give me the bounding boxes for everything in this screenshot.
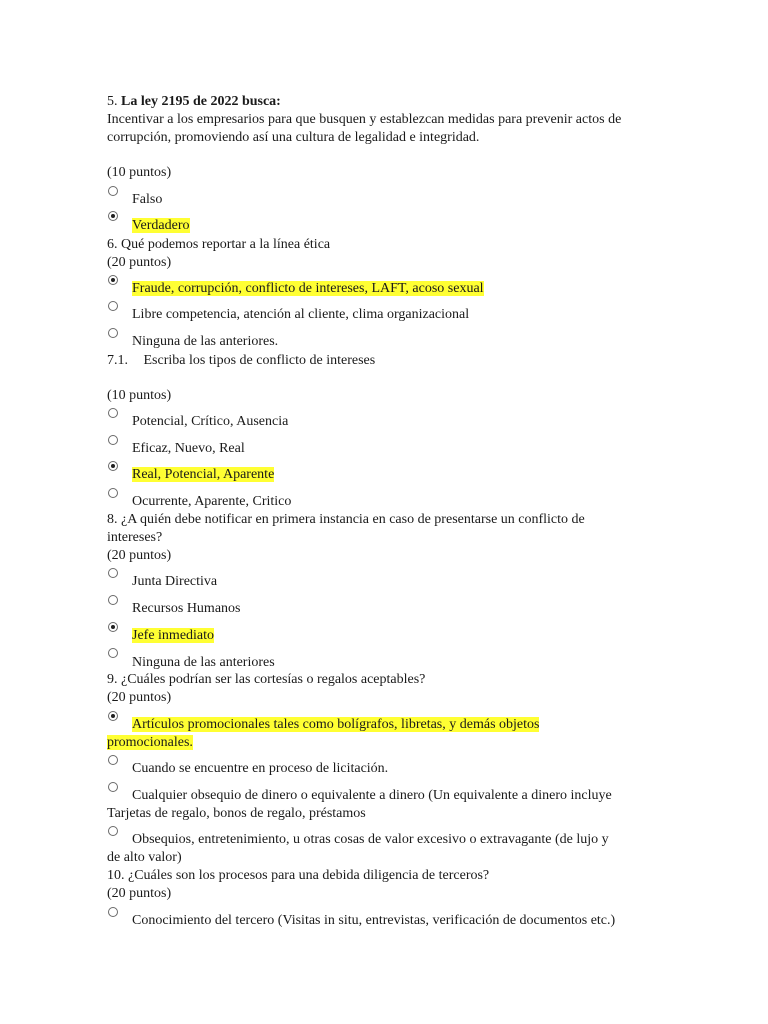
q5-option-2-label[interactable] xyxy=(132,217,190,235)
question-9-points: (20 puntos) xyxy=(107,690,172,705)
q8-option-1-label[interactable]: Junta Directiva xyxy=(132,574,218,589)
q9-option-3-radio[interactable] xyxy=(108,782,118,792)
q9-option-1-label-line-2[interactable] xyxy=(107,734,193,752)
q9-option-3-label-line-2[interactable]: Tarjetas de regalo, bonos de regalo, préstamos xyxy=(107,806,366,821)
question-8-title-line-1: 8. ¿A quién debe notificar en primera instancia en caso de presentarse un conflicto de xyxy=(107,512,585,527)
q7-option-1-radio[interactable] xyxy=(108,408,118,418)
q6-option-3-label[interactable]: Ninguna de las anteriores. xyxy=(132,334,279,349)
q10-option-1-label[interactable]: Conocimiento del tercero (Visitas in situ, entrevistas, verificación de documentos etc.) xyxy=(132,913,616,928)
question-6-title: 6. Qué podemos reportar a la línea ética xyxy=(107,237,331,252)
question-7-title: Escriba los tipos de conflicto de intereses xyxy=(143,353,376,368)
q7-option-3-label[interactable] xyxy=(132,466,274,484)
q8-option-3-label[interactable] xyxy=(132,627,214,645)
q8-option-3-radio[interactable] xyxy=(108,622,118,632)
question-8-points: (20 puntos) xyxy=(107,548,172,563)
question-8-title-line-2: intereses? xyxy=(107,530,163,545)
question-7-heading xyxy=(107,352,375,370)
q10-option-1-radio[interactable] xyxy=(108,907,118,917)
q9-option-3-label-line-1[interactable]: Cualquier obsequio de dinero o equivalente a dinero (Un equivalente a dinero incluye xyxy=(132,788,612,803)
q7-option-2-radio[interactable] xyxy=(108,435,118,445)
q9-option-1-text-line-1: Artículos promocionales tales como bolígrafos, libretas, y demás objetos xyxy=(132,717,540,732)
q5-option-2-radio[interactable] xyxy=(108,211,118,221)
question-6-points: (20 puntos) xyxy=(107,255,172,270)
q6-option-2-label[interactable]: Libre competencia, atención al cliente, clima organizacional xyxy=(132,307,470,322)
q5-option-1-label[interactable]: Falso xyxy=(132,192,163,207)
q6-option-2-radio[interactable] xyxy=(108,301,118,311)
q8-option-1-radio[interactable] xyxy=(108,568,118,578)
q8-option-4-radio[interactable] xyxy=(108,648,118,658)
q6-option-1-text: Fraude, corrupción, conflicto de intereses, LAFT, acoso sexual xyxy=(132,281,484,296)
q9-option-1-text-line-2: promocionales. xyxy=(107,735,193,750)
q9-option-2-radio[interactable] xyxy=(108,755,118,765)
q7-option-1-label[interactable]: Potencial, Crítico, Ausencia xyxy=(132,414,289,429)
q9-option-2-label[interactable]: Cuando se encuentre en proceso de licitación. xyxy=(132,761,389,776)
q7-option-3-radio[interactable] xyxy=(108,461,118,471)
q9-option-4-label-line-1[interactable]: Obsequios, entretenimiento, u otras cosas de valor excesivo o extravagante (de lujo y xyxy=(132,832,609,847)
q6-option-1-label[interactable] xyxy=(132,280,484,298)
q6-option-3-radio[interactable] xyxy=(108,328,118,338)
q7-option-4-label[interactable]: Ocurrente, Aparente, Critico xyxy=(132,494,292,509)
q9-option-1-radio[interactable] xyxy=(108,711,118,721)
q7-option-2-label[interactable]: Eficaz, Nuevo, Real xyxy=(132,441,245,456)
question-7-number: 7.1. xyxy=(107,353,128,368)
q9-option-4-radio[interactable] xyxy=(108,826,118,836)
question-5-points: (10 puntos) xyxy=(107,165,172,180)
question-9-title: 9. ¿Cuáles podrían ser las cortesías o regalos aceptables? xyxy=(107,672,426,687)
question-7-points: (10 puntos) xyxy=(107,388,172,403)
q8-option-2-radio[interactable] xyxy=(108,595,118,605)
q7-option-3-text: Real, Potencial, Aparente xyxy=(132,467,275,482)
question-5-description-line-2: corrupción, promoviendo así una cultura de legalidad e integridad. xyxy=(107,130,480,145)
question-5-heading xyxy=(107,93,281,111)
q8-option-4-label[interactable]: Ninguna de las anteriores xyxy=(132,655,275,670)
q5-option-1-radio[interactable] xyxy=(108,186,118,196)
question-10-title: 10. ¿Cuáles son los procesos para una debida diligencia de terceros? xyxy=(107,868,490,883)
q5-option-2-text: Verdadero xyxy=(132,218,190,233)
q9-option-4-label-line-2[interactable]: de alto valor) xyxy=(107,850,182,865)
q6-option-1-radio[interactable] xyxy=(108,275,118,285)
question-5-number: 5. xyxy=(107,94,118,109)
question-5-description-line-1: Incentivar a los empresarios para que busquen y establezcan medidas para prevenir actos de xyxy=(107,112,622,127)
q8-option-2-label[interactable]: Recursos Humanos xyxy=(132,601,241,616)
q9-option-1-label-line-1[interactable] xyxy=(132,716,539,734)
q8-option-3-text: Jefe inmediato xyxy=(132,628,215,643)
question-5-title: La ley 2195 de 2022 busca: xyxy=(121,94,281,109)
question-10-points: (20 puntos) xyxy=(107,886,172,901)
q7-option-4-radio[interactable] xyxy=(108,488,118,498)
